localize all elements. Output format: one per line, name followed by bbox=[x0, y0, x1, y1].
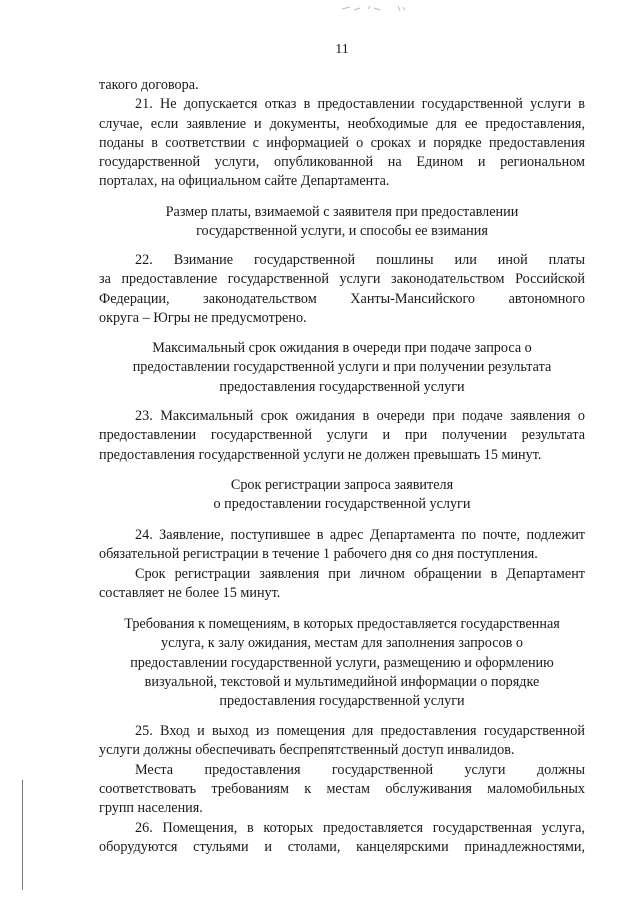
heading-line: государственной услуги, и способы ее взимания bbox=[196, 223, 488, 240]
heading-line: Размер платы, взимаемой с заявителя при предоставлении bbox=[165, 204, 519, 220]
paragraph-line: округа – Югры не предусмотрено. bbox=[99, 309, 307, 326]
paragraph-line: государственной услуги, опубликованной на Едином и региональном bbox=[99, 154, 585, 171]
heading-line: Максимальный срок ожидания в очереди при подаче запроса о bbox=[152, 340, 532, 356]
paragraph-line: групп населения. bbox=[99, 800, 203, 817]
heading-fee bbox=[99, 203, 585, 242]
paragraph-line: случае, если заявление и документы, необходимые для ее предоставления, bbox=[99, 115, 585, 132]
paragraph-line: 23. Максимальный срок ожидания в очереди при подаче заявления о bbox=[135, 408, 585, 424]
paragraph-line: поданы в соответствии с информацией о сроках и порядке предоставления bbox=[99, 134, 585, 151]
scan-artifact bbox=[340, 4, 410, 12]
paragraph-line: предоставления государственной услуги не должен превышать 15 минут. bbox=[99, 446, 542, 463]
paragraph-line: Срок регистрации заявления при личном обращении в Департамент bbox=[135, 565, 585, 582]
paragraph-line: оборудуются стульями и столами, канцелярскими принадлежностями, bbox=[99, 839, 585, 856]
paragraph-line: 24. Заявление, поступившее в адрес Департамента по почте, подлежит bbox=[135, 527, 585, 543]
paragraph-24 bbox=[99, 526, 585, 603]
heading-line: предоставлении государственной услуги, размещению и оформлению bbox=[130, 654, 554, 671]
paragraph-line: обязательной регистрации в течение 1 рабочего дня со дня поступления. bbox=[99, 546, 538, 563]
heading-line: о предоставлении государственной услуги bbox=[213, 496, 471, 513]
paragraph-21 bbox=[99, 76, 585, 192]
margin-scan-line bbox=[22, 780, 23, 890]
heading-line: предоставлении государственной услуги и при получении результата bbox=[132, 359, 552, 376]
heading-line: Требования к помещениям, в которых предоставляется государственная bbox=[124, 616, 560, 632]
paragraph-line: Федерации, законодательством Ханты-Мансийского автономного bbox=[99, 290, 585, 307]
heading-premises bbox=[99, 615, 585, 711]
paragraph-line: 22. Взимание государственной пошлины или иной платы bbox=[135, 252, 585, 268]
heading-line: предоставления государственной услуги bbox=[219, 693, 465, 710]
paragraph-26 bbox=[99, 819, 585, 858]
paragraph-line: за предоставление государственной услуги законодательством Российской bbox=[99, 271, 585, 288]
paragraph-23 bbox=[99, 407, 585, 465]
heading-wait-time bbox=[99, 339, 585, 397]
paragraph-22 bbox=[99, 251, 585, 328]
paragraph-line: соответствовать требованиям к местам обслуживания маломобильных bbox=[99, 780, 585, 797]
page-number: 11 bbox=[335, 42, 349, 57]
paragraph-line: услуги должны обеспечивать беспрепятственный доступ инвалидов. bbox=[99, 742, 515, 759]
paragraph-line: составляет не более 15 минут. bbox=[99, 584, 281, 601]
paragraph-line: Места предоставления государственной услуги должны bbox=[135, 761, 585, 778]
paragraph-line: 25. Вход и выход из помещения для предоставления государственной bbox=[135, 723, 585, 739]
paragraph-line: 26. Помещения, в которых предоставляется государственная услуга, bbox=[135, 820, 585, 836]
paragraph-25 bbox=[99, 722, 585, 818]
paragraph-line: предоставлении государственной услуги и при получении результата bbox=[99, 427, 585, 444]
paragraph-line: 21. Не допускается отказ в предоставлении государственной услуги в bbox=[135, 96, 585, 113]
heading-line: Срок регистрации запроса заявителя bbox=[230, 477, 454, 493]
heading-line: предоставления государственной услуги bbox=[219, 378, 465, 395]
paragraph-line: порталах, на официальном сайте Департамента. bbox=[99, 173, 390, 190]
paragraph-line: такого договора. bbox=[99, 77, 199, 93]
heading-registration bbox=[99, 476, 585, 515]
heading-line: визуальной, текстовой и мультимедийной информации о порядке bbox=[144, 673, 540, 690]
heading-line: услуга, к залу ожидания, местам для заполнения запросов о bbox=[161, 635, 523, 652]
